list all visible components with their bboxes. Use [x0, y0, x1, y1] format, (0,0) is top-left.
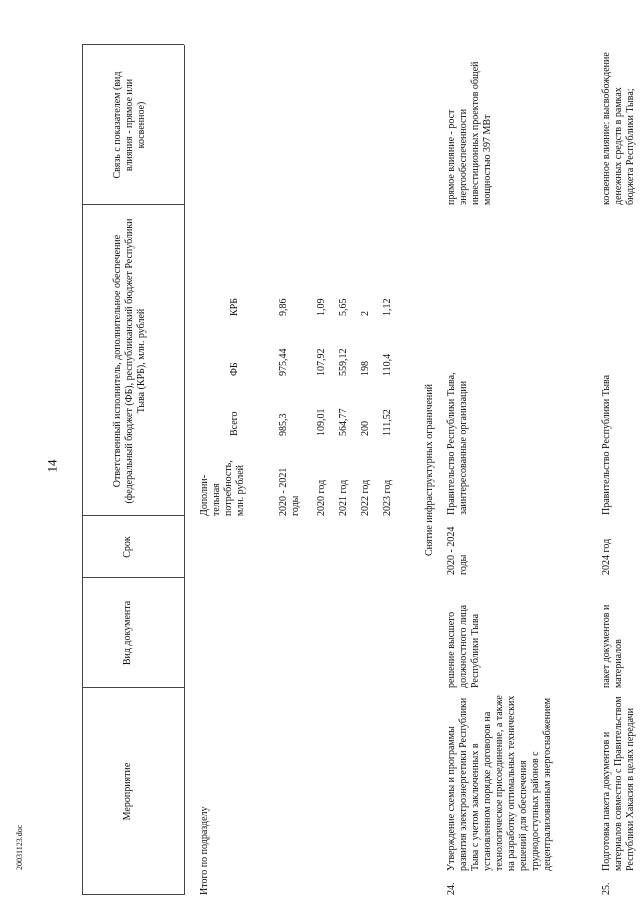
header-relation: Связь с показателем (вид влияния - прямое или косвенное) — [112, 71, 147, 179]
row-fb: 107,92 — [316, 348, 327, 376]
item-number: 25. — [601, 882, 612, 895]
row-fb: 559,12 — [338, 348, 349, 376]
col-krb-header: КРБ — [229, 298, 240, 316]
header-bottom-border — [184, 45, 185, 895]
page-number: 14 — [44, 459, 60, 473]
row-fb: 198 — [360, 361, 371, 376]
subtotal-finance-table — [212, 196, 412, 516]
item-relation: прямое влияние - рост энергообеспеченности инвестиционных проектов общей мощностью 397 МВт — [446, 61, 493, 205]
item-doc-type: пакет документов и материалов — [601, 604, 624, 688]
item-relation: косвенное влияние: высвобождение денежных средств в рамках бюджета Республики Тыва; — [601, 52, 636, 205]
item-measure: Утверждение схемы и программы развития электроэнергетики Республики Тыва с учетом заключенных в установленном порядке договоров на технологическое присоединение, а также на разработку оптимальных технических решений для обеспечения труднодоступных районов с децентрализованным энергоснабжением — [446, 695, 553, 871]
header-term: Срок — [122, 536, 133, 558]
item-term: 2020 - 2024 годы — [446, 526, 469, 575]
section-title: Снятие инфраструктурных ограничений — [424, 384, 435, 557]
row-krb: 9,86 — [278, 298, 289, 316]
row-period: 2022 год — [360, 479, 371, 516]
header-doc-type: Вид документа — [122, 600, 133, 666]
header-executor: Ответственный исполнитель, дополнительное обеспечение (федеральный бюджет (ФБ), республиканский бюджет Республики Тыва (КРБ), млн. рублей — [112, 218, 147, 504]
item-executor: Правительство Республики Тыва — [601, 374, 612, 515]
table-right-border — [82, 44, 184, 45]
rotated-table — [82, 45, 636, 895]
item-measure: Подготовка пакета документов и материалов совместно с Правительством Республики Хакасия в целях передачи — [601, 696, 636, 871]
row-krb: 5,65 — [338, 298, 349, 316]
row-total: 109,01 — [316, 408, 327, 436]
col-fb-header: ФБ — [229, 362, 240, 376]
row-fb: 110,4 — [382, 353, 393, 376]
row-fb: 975,44 — [278, 348, 289, 376]
row-krb: 2 — [360, 311, 371, 316]
item-doc-type: решение высшего должностного лица Республики Тыва — [446, 604, 481, 688]
row-period: 2021 год — [338, 479, 349, 516]
item-number: 24. — [446, 882, 457, 895]
col-divider-4 — [82, 204, 184, 205]
row-total: 200 — [360, 421, 371, 436]
item-executor: Правительство Республики Тыва, заинтересованные организации — [446, 372, 469, 515]
row-period: 2023 год — [382, 479, 393, 516]
row-period: 2020 - 2021 годы — [278, 467, 301, 516]
row-total: 564,77 — [338, 408, 349, 436]
row-period: 2020 год — [316, 479, 327, 516]
subtotal-label: Итого по подразделу — [199, 806, 210, 895]
subtotal-need-label: Дополни-тельная потребность, млн. рублей — [199, 460, 246, 516]
row-total: 111,52 — [382, 409, 393, 436]
row-krb: 1,12 — [382, 298, 393, 316]
table-top-border — [82, 45, 83, 895]
header-measure: Мероприятие — [122, 762, 133, 821]
col-total-header: Всего — [229, 411, 240, 436]
file-name-footer: 20031123.doc — [15, 824, 24, 870]
row-total: 985,3 — [278, 413, 289, 436]
row-krb: 1,09 — [316, 298, 327, 316]
item-term: 2024 год — [601, 538, 612, 575]
